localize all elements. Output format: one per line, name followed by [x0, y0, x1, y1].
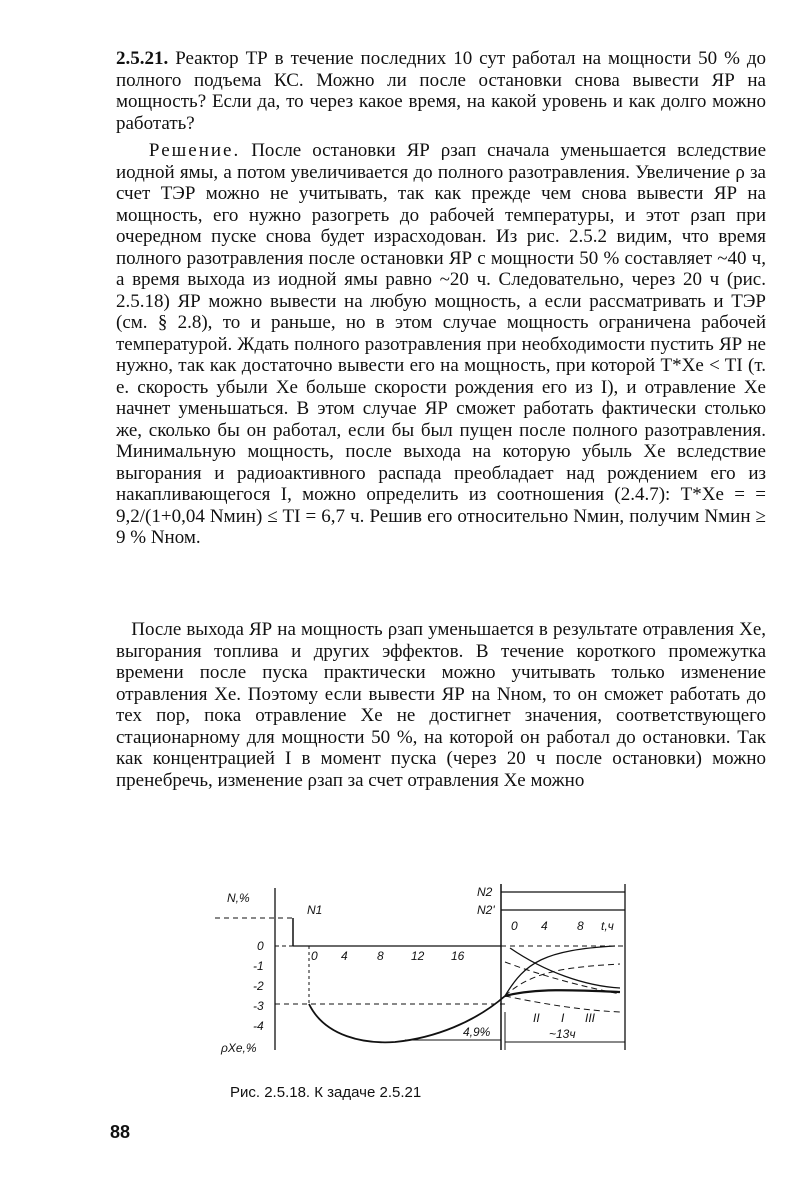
page-number: 88 [110, 1122, 131, 1142]
curve-upper [505, 946, 615, 996]
x-tick-right: 4 [541, 919, 548, 933]
solution-paragraph [116, 140, 766, 549]
curve-label: III [585, 1011, 596, 1025]
curve-label: II [533, 1011, 540, 1025]
paragraph-3-text: После выхода ЯР на мощность ρзап уменьшается в результате отравления Xe, выгорания топлива и других эффектов. В течение короткого промежутка времени после пуска практически можно учитывать только изменение отравления Xe. Поэтому если вывести ЯР на Nном, то он сможет работать до тех пор, пока отравление Xe не достигнет значения, соответствующего стационарному для мощности 50 %, на которой он работал до остановки. Так как концентрацией I в момент пуска (через 20 ч после остановки) можно пренебречь, изменение ρзап за счет отравления Xe можно [116, 619, 767, 791]
figure-2-5-18 [205, 862, 645, 1062]
curve-i [505, 990, 620, 996]
y-tick: -2 [253, 979, 264, 993]
problem-text: Реактор ТР в течение последних 10 сут работал на мощности 50 % до полного подъема КС. Можно ли после остановки снова вывести ЯР на мощность? Если да, то через какое время, на какой уровень и как долго можно работать? [116, 48, 766, 134]
y-tick: -1 [253, 959, 264, 973]
y-tick: -4 [253, 1019, 264, 1033]
figure-caption: Рис. 2.5.18. К задаче 2.5.21 [230, 1084, 422, 1101]
paragraph-3 [116, 619, 766, 791]
problem-number: 2.5.21. [116, 48, 169, 69]
x-tick-left: 8 [377, 949, 384, 963]
dip-label: 4,9% [463, 1025, 491, 1039]
x-tick-right: 0 [511, 919, 518, 933]
x-tick-right: t,ч [601, 919, 614, 933]
curve-dashed-2 [505, 996, 620, 1012]
x-tick-left: 12 [411, 949, 425, 963]
y-top-label: N,% [227, 891, 250, 905]
x-tick-right: 8 [577, 919, 584, 933]
n2prime-label: N2' [477, 903, 495, 917]
y-tick: -3 [253, 999, 264, 1013]
y-tick: 0 [257, 939, 264, 953]
y-bottom-label: ρXe,% [221, 1041, 257, 1055]
figure-svg [205, 862, 645, 1062]
duration-label: ~13ч [549, 1027, 576, 1041]
solution-label: Решение. [148, 140, 241, 161]
x-tick-left: 4 [341, 949, 348, 963]
n2-label: N2 [477, 885, 493, 899]
n1-label: N1 [307, 903, 323, 917]
curve-label: I [561, 1011, 565, 1025]
curve-iii [510, 948, 620, 988]
x-tick-left: 16 [451, 949, 465, 963]
solution-text: После остановки ЯР ρзап сначала уменьшается вследствие иодной ямы, а потом увеличивается до полного разотравления. Увеличение ρ за счет ТЭР можно не учитывать, так как прежде чем снова вывести ЯР на мощность, его нужно разогреть до рабочей температуры, и этот ρзап при очередном пуске снова будет израсходован. Из рис. 2.5.2 видим, что время полного разотравления после остановки ЯР с мощности 50 % составляет ~40 ч, а время выхода из иодной ямы равно ~20 ч. Следовательно, через 20 ч (рис. 2.5.18) ЯР можно вывести на любую мощность, а если рассматривать и ТЭР (см. § 2.8), то и раньше, но в этом случае мощность ограничена рабочей температурой. Ждать полного разотравления при необходимости пустить ЯР не нужно, так как достаточно вывести его на мощность, при которой T*Xe < TI (т. е. скорость убыли Xe больше скорости рождения его из I), и отравление Xe начнет уменьшаться. В этом случае ЯР сможет работать фактически столько же, сколько бы он работал, если бы был пущен после полного разотравления. Минимальную мощность, после выхода на которую убыль Xe вследствие выгорания и радиоактивного распада преобладает над рождением его из накапливающегося I, можно определить из соотношения (2.4.7): T*Xe = = 9,2/(1+0,04 Nмин) ≤ TI = 6,7 ч. Решив его относительно Nмин, получим Nмин ≥ 9 % Nном. [116, 140, 767, 548]
x-tick-left: 0 [311, 949, 318, 963]
problem-paragraph [116, 48, 766, 134]
